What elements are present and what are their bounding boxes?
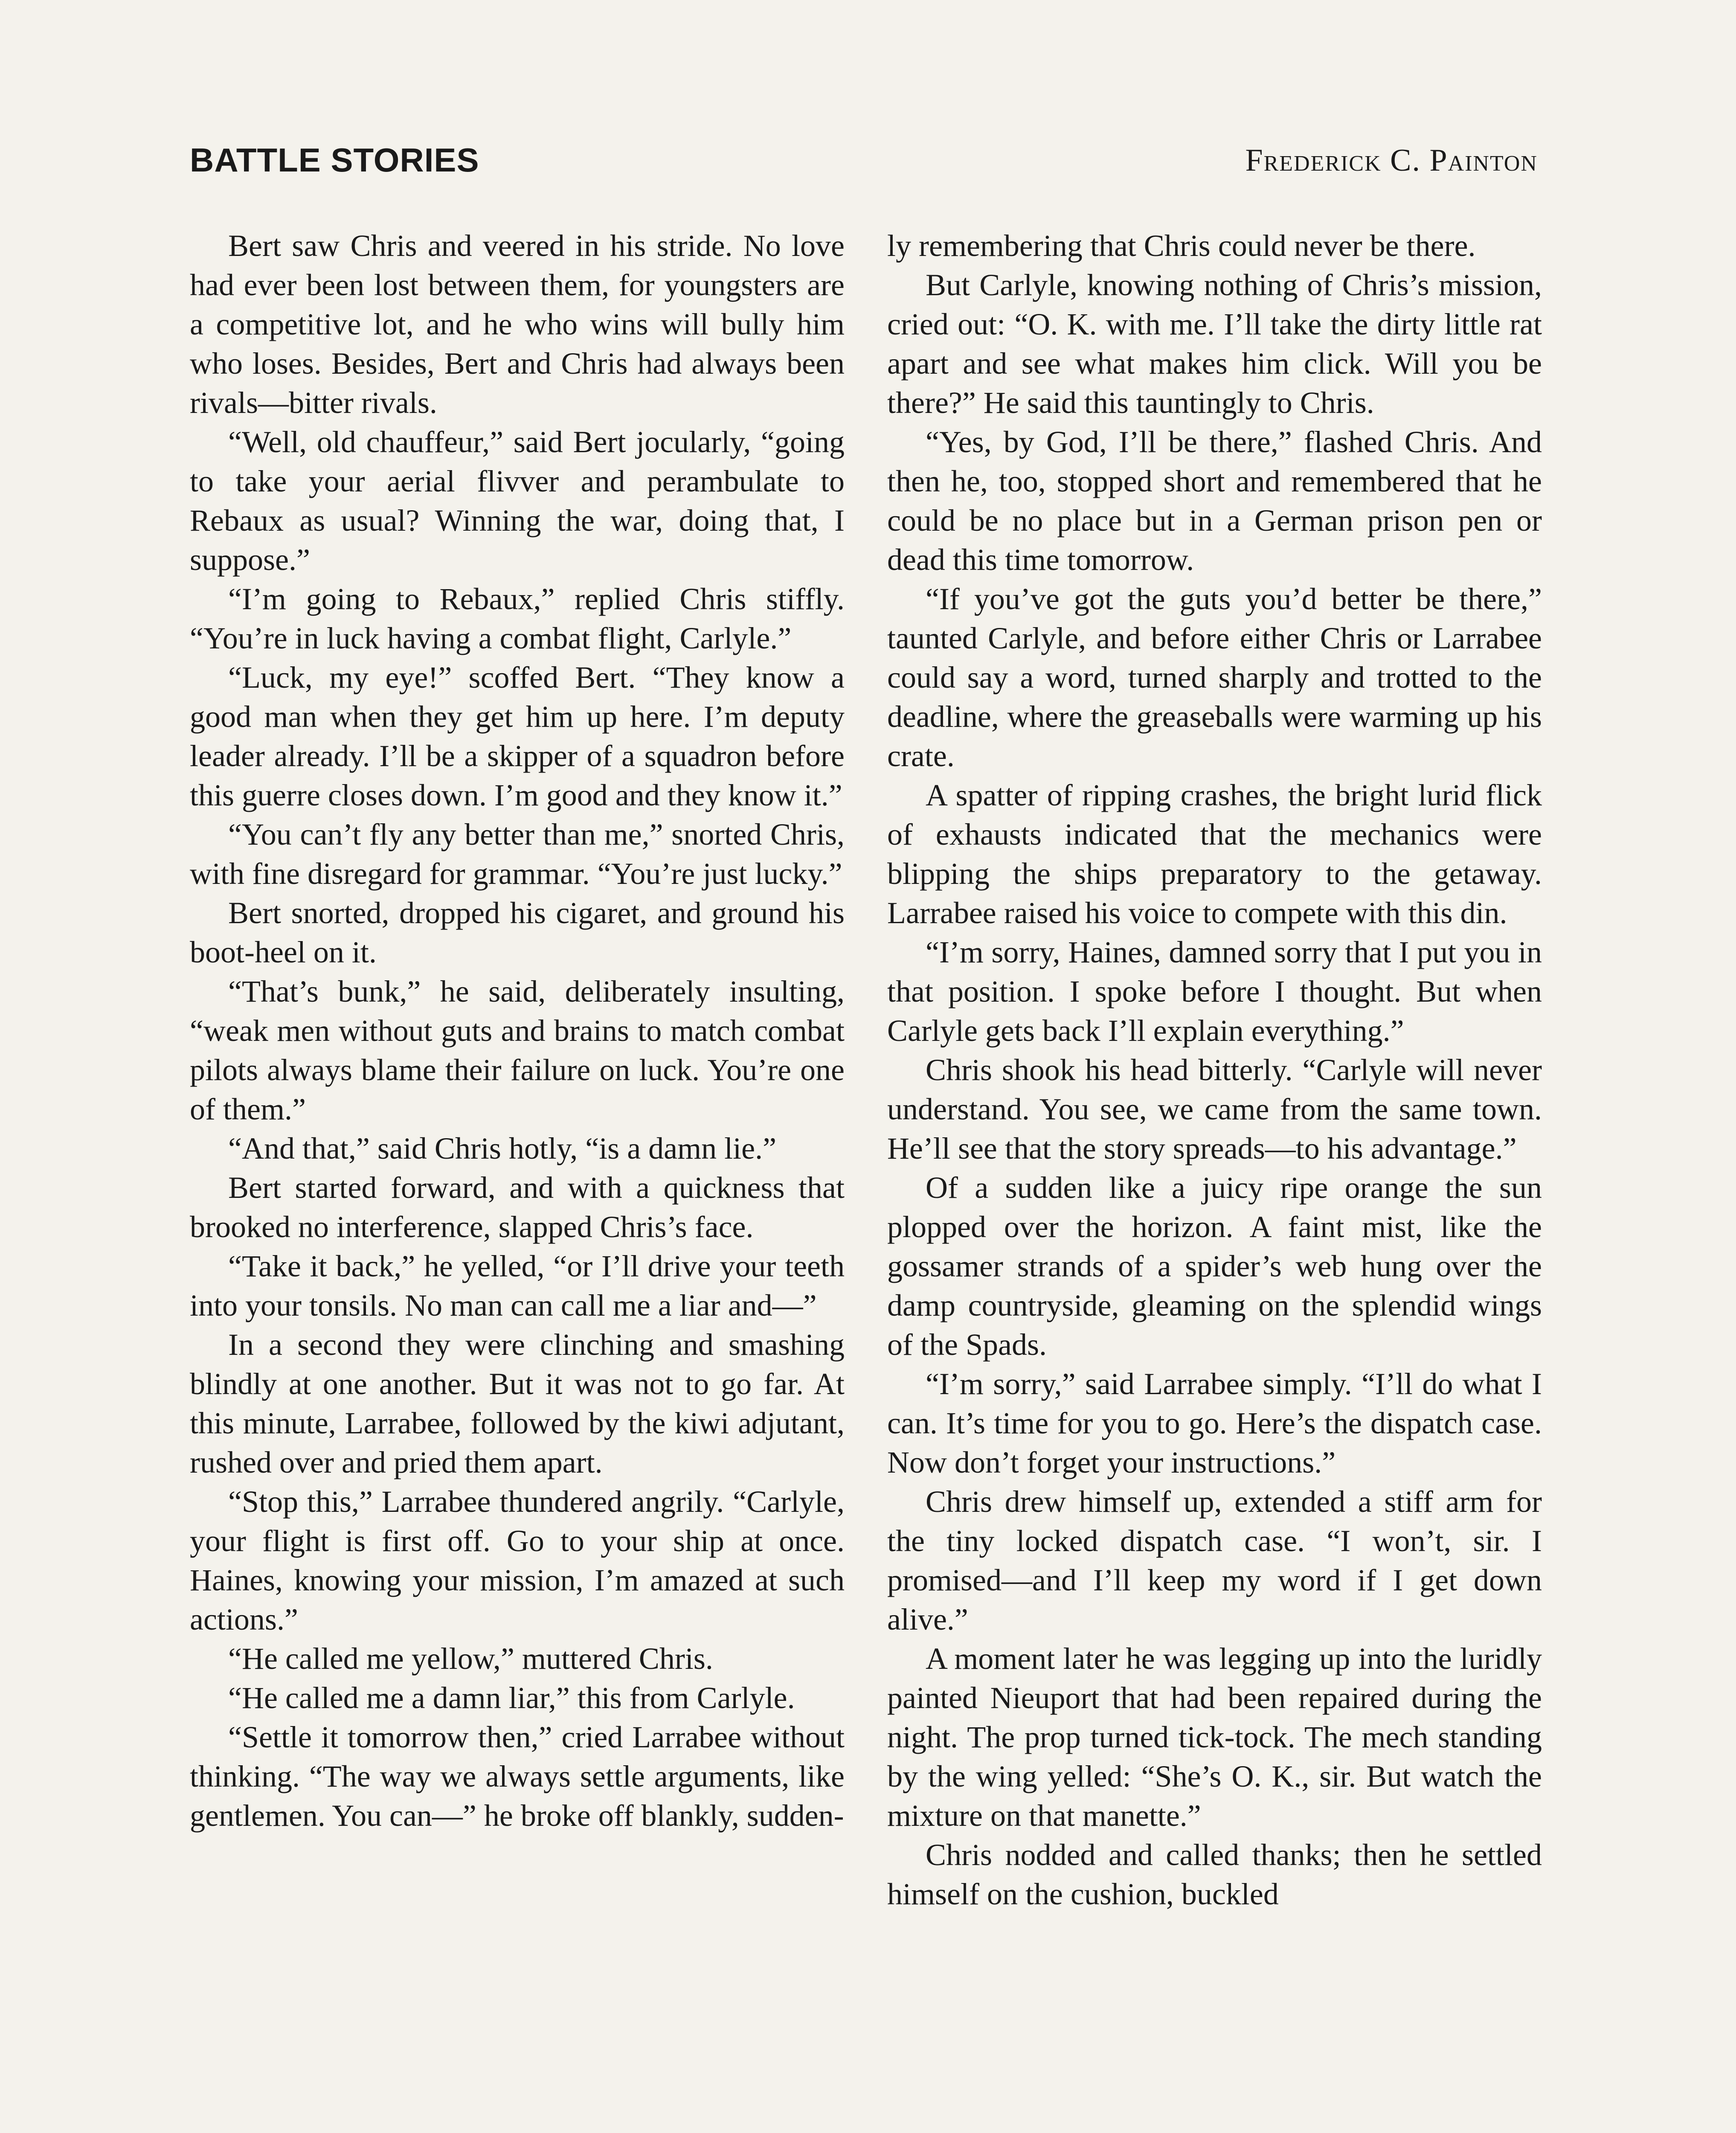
paragraph: “I’m sorry, Haines, damned sorry that I put you in that position. I spoke before I thought. But when Carlyle gets back I’ll explain everything.” [887,935,1542,1048]
paragraph: “He called me a damn liar,” this from Carlyle. [228,1681,795,1715]
paragraph: Bert snorted, dropped his cigaret, and ground his boot-heel on it. [190,896,845,969]
author-name: Frederick C. Painton [1245,143,1538,178]
paragraph: “Yes, by God, I’ll be there,” flashed Chris. And then he, too, stopped short and remembered that he could be no place but in a German prison pen or dead this time tomorrow. [887,425,1542,577]
paragraph: “He called me yellow,” muttered Chris. [228,1642,713,1676]
paragraph: Chris shook his head bitterly. “Carlyle will never understand. You see, we came from the same town. He’ll see that the story spreads—to his advantage.” [887,1053,1542,1165]
paragraph: Chris drew himself up, extended a stiff arm for the tiny locked dispatch case. “I won’t, sir. I promised—and I’ll keep my word if I get down alive.” [887,1485,1542,1636]
left-column [190,226,845,2133]
paragraph: “If you’ve got the guts you’d better be there,” taunted Carlyle, and before either Chris or Larrabee could say a word, turned sharply and trotted to the deadline, where the greaseballs were warming up his crate. [887,582,1542,773]
paragraph: “I’m going to Rebaux,” replied Chris stiffly. “You’re in luck having a combat flight, Carlyle.” [190,582,845,655]
paragraph: “Well, old chauffeur,” said Bert jocularly, “going to take your aerial flivver and perambulate to Rebaux as usual? Winning the war, doing that, I suppose.” [190,425,845,577]
paragraph: Bert started forward, and with a quickness that brooked no interference, slapped Chris’s face. [190,1171,845,1244]
paragraph: “You can’t fly any better than me,” snorted Chris, with fine disregard for grammar. “You’re just lucky.” [190,817,845,891]
magazine-title: BATTLE STORIES [190,141,479,179]
paragraph: “Stop this,” Larrabee thundered angrily. “Carlyle, your flight is first off. Go to your ship at once. Haines, knowing your mission, I’m amazed at such actions.” [190,1485,845,1636]
paragraph: “And that,” said Chris hotly, “is a damn lie.” [228,1131,777,1165]
right-column [887,226,1542,2133]
paragraph: “That’s bunk,” he said, deliberately insulting, “weak men without guts and brains to match combat pilots always blame their failure on luck. You’re one of them.” [190,974,845,1126]
paragraph: “I’m sorry,” said Larrabee simply. “I’ll do what I can. It’s time for you to go. Here’s the dispatch case. Now don’t forget your instructions.” [887,1367,1542,1479]
paragraph: A spatter of ripping crashes, the bright lurid flick of exhausts indicated that the mechanics were blipping the ships preparatory to the getaway. Larrabee raised his voice to compete with this din. [887,778,1542,930]
paragraph: A moment later he was legging up into the luridly painted Nieuport that had been repaired during the night. The prop turned tick-tock. The mech standing by the wing yelled: “She’s O. K., sir. But watch the mixture on that manette.” [887,1642,1542,1833]
paragraph: In a second they were clinching and smashing blindly at one another. But it was not to go far. At this minute, Larrabee, followed by the kiwi adjutant, rushed over and pried them apart. [190,1328,845,1479]
paragraph: But Carlyle, knowing nothing of Chris’s mission, cried out: “O. K. with me. I’ll take the dirty little rat apart and see what makes him click. Will you be there?” He said this tauntingly to Chris. [887,268,1542,420]
paragraph: Of a sudden like a juicy ripe orange the sun plopped over the horizon. A faint mist, like the gossamer strands of a spider’s web hung over the damp countryside, gleaming on the splendid wings of the Spads. [887,1171,1542,1362]
paragraph: “Luck, my eye!” scoffed Bert. “They know a good man when they get him up here. I’m deputy leader already. I’ll be a skipper of a squadron before this guerre closes down. I’m good and they know it.” [190,660,845,812]
paragraph: Bert saw Chris and veered in his stride. No love had ever been lost between them, for youngsters are a competitive lot, and he who wins will bully him who loses. Besides, Bert and Chris had always been rivals—bitter rivals. [190,229,845,420]
text-columns [190,226,1542,2133]
running-header [190,141,1538,192]
paragraph: “Take it back,” he yelled, “or I’ll drive your teeth into your tonsils. No man can call me a liar and—” [190,1249,845,1322]
paragraph: Chris nodded and called thanks; then he settled himself on the cushion, buckled [887,1838,1542,1911]
paragraph: “Settle it tomorrow then,” cried Larrabee without thinking. “The way we always settle arguments, like gentlemen. You can—” he broke off blankly, sudden- [190,1720,845,1833]
paragraph-continuation: ly remembering that Chris could never be there. [887,229,1476,263]
